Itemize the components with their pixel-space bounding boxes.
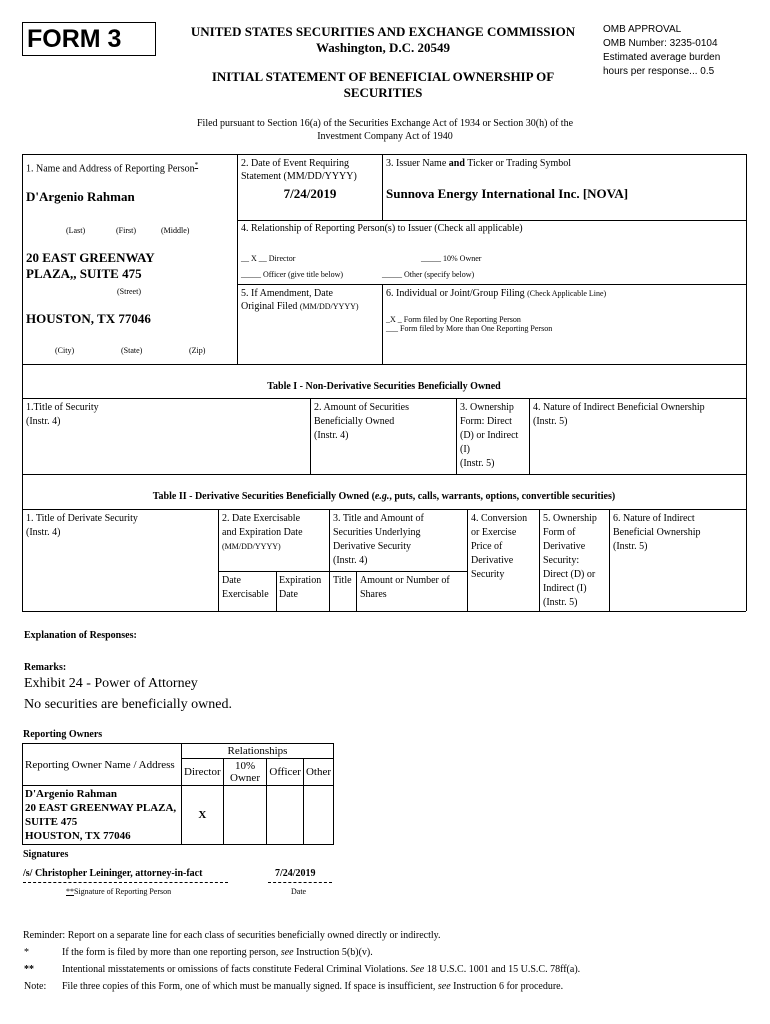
relationships-header: Relationships [182, 744, 334, 759]
event-date: 7/24/2019 [283, 186, 337, 201]
signature-date: 7/24/2019 [275, 868, 316, 879]
label-first: (First) [116, 226, 136, 235]
date-line [268, 882, 332, 883]
officer-check[interactable]: _____ Officer (give title below) [241, 270, 344, 279]
omb-number: OMB Number: 3235-0104 [603, 38, 718, 49]
label-last: (Last) [66, 226, 86, 235]
footnote-star-text: If the form is filed by more than one reporting person, see Instruction 5(b)(v). [62, 947, 373, 958]
single-filer-check[interactable]: _X _ Form filed by One Reporting Person [386, 315, 521, 324]
footnote-dstar-mark: ** [24, 964, 34, 975]
box6-label: 6. Individual or Joint/Group Filing (Check Applicable Line) [386, 288, 607, 299]
label-city: (City) [55, 346, 75, 355]
explanation-heading: Explanation of Responses: [24, 630, 137, 641]
signer-name: /s/ Christopher Leininger, attorney-in-fact [23, 868, 203, 879]
table-row [23, 786, 334, 845]
form-label-box [22, 22, 156, 56]
box2-label-2: Statement (MM/DD/YYYY) [241, 171, 357, 182]
ten-percent-owner-check[interactable]: _____ 10% Owner [421, 254, 482, 263]
remark-exhibit: Exhibit 24 - Power of Attorney [24, 676, 198, 691]
label-middle: (Middle) [161, 226, 190, 235]
label-state: (State) [121, 346, 143, 355]
box4-label: 4. Relationship of Reporting Person(s) to Issuer (Check all applicable) [241, 223, 523, 234]
label-street: (Street) [117, 287, 141, 296]
date-caption: Date [291, 887, 307, 896]
agency-city: Washington, D.C. 20549 [316, 40, 450, 55]
other-value [303, 786, 333, 845]
form-label: FORM 3 [27, 25, 122, 53]
box1-label: 1. Name and Address of Reporting Person* [26, 161, 199, 175]
owner-name-address: D'Argenio Rahman 20 EAST GREENWAY PLAZA, SUITE 475 HOUSTON, TX 77046 [23, 786, 182, 845]
remark-no-securities: No securities are beneficially owned. [24, 697, 232, 712]
remarks-heading: Remarks: [24, 662, 67, 673]
table2-col-ownership: 5. Ownership Form of Derivative Security: Direct (D) or Indirect (I) (Instr. 5) [543, 513, 597, 608]
street-line-2: PLAZA,, SUITE 475 [26, 266, 142, 281]
signature-line [23, 882, 228, 883]
other-check[interactable]: _____ Other (specify below) [382, 270, 475, 279]
group-filer-check[interactable]: ___ Form filed by More than One Reporting Person [386, 324, 553, 333]
box3-label: 3. Issuer Name and Ticker or Trading Symbol [386, 158, 572, 169]
director-value: X [182, 786, 224, 845]
signature-caption: **Signature of Reporting Person [66, 887, 172, 896]
label-zip: (Zip) [189, 346, 206, 355]
reminder-text: Reminder: Report on a separate line for each class of securities beneficially owned directly or indirectly. [23, 930, 441, 941]
street-line-1: 20 EAST GREENWAY [26, 250, 155, 265]
table1-col-title: 1.Title of Security (Instr. 4) [26, 402, 99, 427]
issuer-name: Sunnova Energy International Inc. [NOVA] [386, 186, 629, 201]
table2-col-conversion: 4. Conversion or Exercise Price of Derivative Security [471, 513, 528, 580]
table2-col-expiration: Expiration Date [279, 575, 322, 600]
table2-title: Table II - Derivative Securities Beneficially Owned (e.g., puts, calls, warrants, options, convertible securities) [152, 491, 616, 502]
ten-percent-owner-value [223, 786, 267, 845]
table1-col-nature: 4. Nature of Indirect Beneficial Ownership (Instr. 5) [533, 402, 705, 427]
burden-value: 0.5 [700, 66, 715, 77]
director-check[interactable]: __ X __ Director [241, 254, 296, 263]
signatures-heading: Signatures [23, 849, 69, 860]
box5-label-2: Original Filed (MM/DD/YYYY) [241, 301, 359, 312]
table2-col-dates: 2. Date Exercisable and Expiration Date (MM/DD/YYYY) [222, 513, 303, 551]
table2-col-underlying-title: Title [333, 575, 352, 586]
owner-name-header: Reporting Owner Name / Address [23, 744, 182, 786]
statement-title-1: INITIAL STATEMENT OF BENEFICIAL OWNERSHIP OF [211, 69, 555, 84]
reporting-owners-table [22, 743, 334, 845]
table2-col-date-exercisable: Date Exercisable [222, 575, 269, 600]
table2-col-underlying: 3. Title and Amount of Securities Underlying Derivative Security (Instr. 4) [333, 513, 424, 566]
box2-label-1: 2. Date of Event Requiring [241, 158, 350, 169]
note-text: File three copies of this Form, one of which must be manually signed. If space is insufficient, see Instruction 6 for procedure. [62, 981, 564, 992]
statement-title-2: SECURITIES [343, 85, 423, 100]
footnote-star-mark: * [24, 947, 29, 958]
agency-name: UNITED STATES SECURITIES AND EXCHANGE COMMISSION [190, 24, 576, 39]
officer-value [267, 786, 304, 845]
filed-pursuant-1: Filed pursuant to Section 16(a) of the Securities Exchange Act of 1934 or Section 30(h) of the [196, 118, 574, 129]
table2-col-title: 1. Title of Derivate Security (Instr. 4) [26, 513, 138, 538]
table2-col-nature: 6. Nature of Indirect Beneficial Ownership (Instr. 5) [613, 513, 701, 552]
other-header: Other [303, 759, 333, 786]
box5-label-1: 5. If Amendment, Date [241, 288, 333, 299]
filed-pursuant-2: Investment Company Act of 1940 [317, 131, 453, 142]
burden-line-1: Estimated average burden [603, 52, 721, 63]
officer-header: Officer [267, 759, 304, 786]
table1-col-ownership: 3. Ownership Form: Direct (D) or Indirect (I) (Instr. 5) [460, 402, 519, 469]
director-header: Director [182, 759, 224, 786]
table1-col-amount: 2. Amount of Securities Beneficially Owned (Instr. 4) [314, 402, 409, 441]
omb-approval: OMB APPROVAL [603, 24, 682, 35]
table1-title: Table I - Non-Derivative Securities Beneficially Owned [267, 381, 501, 392]
burden-label: hours per response... [603, 66, 698, 77]
reporting-person-name: D'Argenio Rahman [26, 189, 135, 204]
burden-line-2 [603, 66, 714, 77]
footnote-dstar-text: Intentional misstatements or omissions of facts constitute Federal Criminal Violations. See 18 U.S.C. 1001 and 15 U.S.C. 78ff(a). [62, 964, 581, 975]
reporting-owners-heading: Reporting Owners [23, 729, 103, 740]
table2-col-shares: Amount or Number of Shares [360, 575, 450, 600]
city-state-zip: HOUSTON, TX 77046 [26, 311, 151, 326]
ten-percent-owner-header: 10% Owner [223, 759, 267, 786]
note-label: Note: [24, 981, 47, 992]
